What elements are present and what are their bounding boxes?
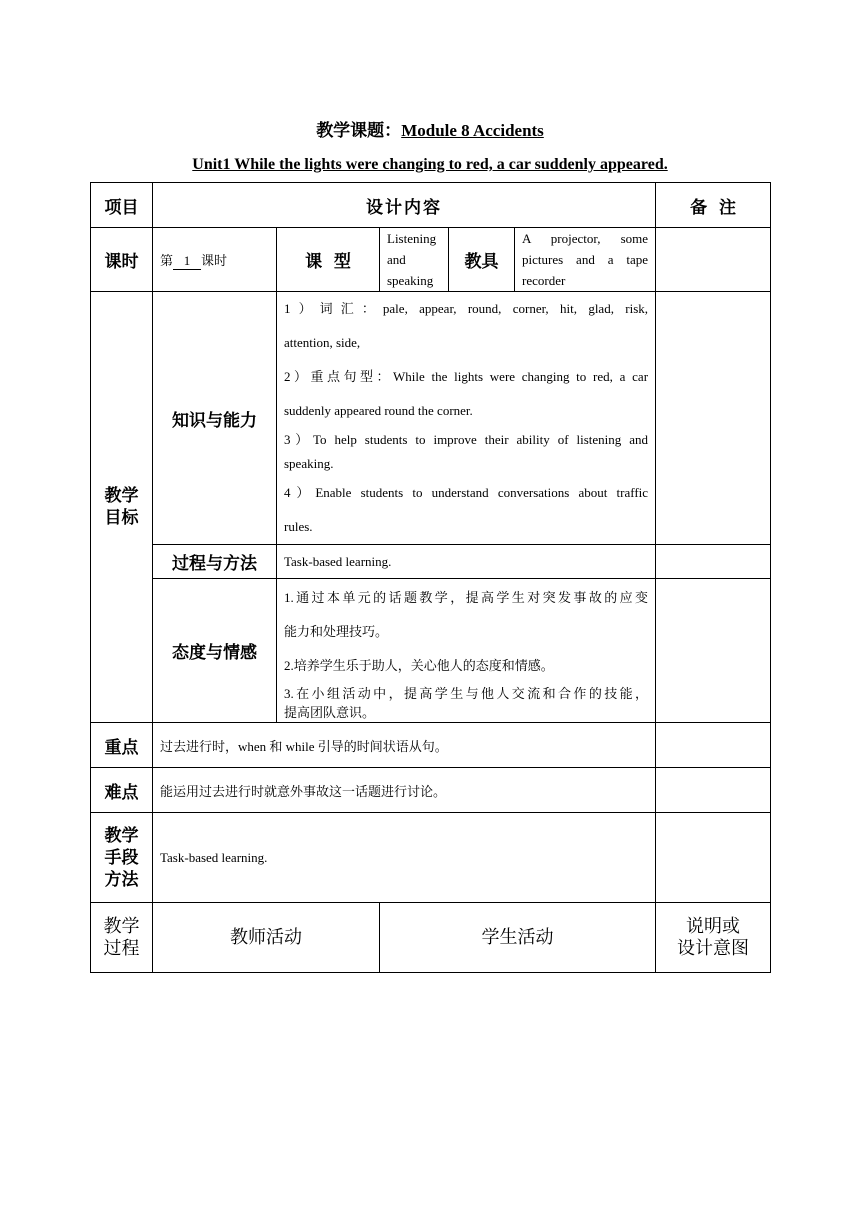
- process-row: [91, 545, 771, 579]
- tools-value-line: pictures and a tape: [522, 252, 649, 267]
- title-prefix: 教学课题：: [316, 121, 402, 140]
- methods-note: [656, 813, 771, 903]
- knowledge-note: [656, 292, 771, 545]
- key-points-value: 过去进行时，when 和 while 引导的时间状语从句。: [153, 723, 656, 768]
- type-value-line: Listening: [387, 231, 437, 246]
- attitude-line: 提高团队意识。: [284, 704, 376, 720]
- lesson-note: [656, 228, 771, 292]
- attitude-line: 能力和处理技巧。: [284, 623, 389, 639]
- methods-label-line: 手段: [104, 847, 139, 868]
- process-label: 过程与方法: [153, 545, 277, 579]
- teacher-activity-header: 教师活动: [153, 903, 380, 973]
- process-note: [656, 545, 771, 579]
- methods-value: Task-based learning.: [153, 813, 656, 903]
- difficulties-row: [91, 768, 771, 813]
- attitude-row: [91, 579, 771, 723]
- header-row: [91, 183, 771, 228]
- knowledge-line: 1）词汇：pale, appear, round, corner, hit, glad, risk,: [284, 301, 649, 316]
- design-note-line: 设计意图: [677, 937, 750, 959]
- lesson-label: 课时: [91, 228, 153, 292]
- knowledge-line: suddenly appeared round the corner.: [284, 403, 473, 418]
- key-points-row: [91, 723, 771, 768]
- period-suffix: 课时: [201, 252, 228, 268]
- methods-label: [91, 813, 153, 903]
- title-module: Module 8 Accidents: [401, 121, 544, 140]
- procedure-row: [91, 903, 771, 973]
- knowledge-line: 4）Enable students to understand conversations about traffic: [284, 485, 649, 500]
- type-value-line: speaking: [387, 273, 434, 288]
- attitude-line: 1.通过本单元的话题教学，提高学生对突发事故的应变: [284, 589, 649, 605]
- design-note-header: [656, 903, 771, 973]
- difficulties-value: 能运用过去进行时就意外事故这一话题进行讨论。: [153, 768, 656, 813]
- key-points-label: 重点: [91, 723, 153, 768]
- tools-value-line: A projector, some: [522, 231, 649, 246]
- knowledge-line: speaking.: [284, 456, 334, 471]
- attitude-content: [277, 579, 656, 723]
- design-note-line: 说明或: [686, 915, 741, 937]
- period-prefix: 第: [160, 252, 174, 268]
- tools-label: 教具: [449, 228, 515, 292]
- period-value: 1: [173, 253, 201, 270]
- procedure-label-line: 过程: [103, 937, 140, 959]
- unit-subtitle: Unit1 While the lights were changing to red, a car suddenly appeared.: [192, 156, 668, 173]
- key-points-note: [656, 723, 771, 768]
- lesson-row: [91, 228, 771, 292]
- attitude-line: 2.培养学生乐于助人，关心他人的态度和情感。: [284, 657, 554, 673]
- knowledge-label: 知识与能力: [153, 292, 277, 545]
- header-item: 项目: [91, 183, 153, 228]
- lesson-title: [0, 116, 860, 141]
- attitude-line: 3.在小组活动中，提高学生与他人交流和合作的技能，: [284, 685, 649, 701]
- lesson-period: [153, 228, 277, 292]
- knowledge-line: 3）To help students to improve their ability of listening and: [284, 432, 649, 447]
- methods-label-line: 方法: [104, 869, 139, 890]
- methods-row: [91, 813, 771, 903]
- procedure-label: [91, 903, 153, 973]
- knowledge-line: attention, side,: [284, 335, 361, 350]
- objectives-label-line: 教学: [104, 486, 139, 506]
- methods-label-line: 教学: [104, 825, 139, 846]
- student-activity-header: 学生活动: [380, 903, 656, 973]
- process-value: Task-based learning.: [277, 545, 656, 579]
- type-value: [380, 228, 449, 292]
- lesson-plan-table: [90, 182, 771, 973]
- difficulties-label: 难点: [91, 768, 153, 813]
- attitude-label: 态度与情感: [153, 579, 277, 723]
- attitude-note: [656, 579, 771, 723]
- type-label: 课 型: [277, 228, 380, 292]
- knowledge-line: rules.: [284, 519, 313, 534]
- tools-value-line: recorder: [522, 273, 566, 288]
- objectives-label: [91, 292, 153, 723]
- knowledge-content: [277, 292, 656, 545]
- procedure-label-line: 教学: [103, 915, 140, 937]
- knowledge-row: [91, 292, 771, 545]
- knowledge-line: 2）重点句型：While the lights were changing to red, a car: [284, 369, 649, 384]
- type-value-line: and: [387, 252, 406, 267]
- tools-value: [515, 228, 656, 292]
- header-note: 备 注: [656, 183, 771, 228]
- header-content: 设计内容: [153, 183, 656, 228]
- difficulties-note: [656, 768, 771, 813]
- objectives-label-line: 目标: [104, 508, 139, 528]
